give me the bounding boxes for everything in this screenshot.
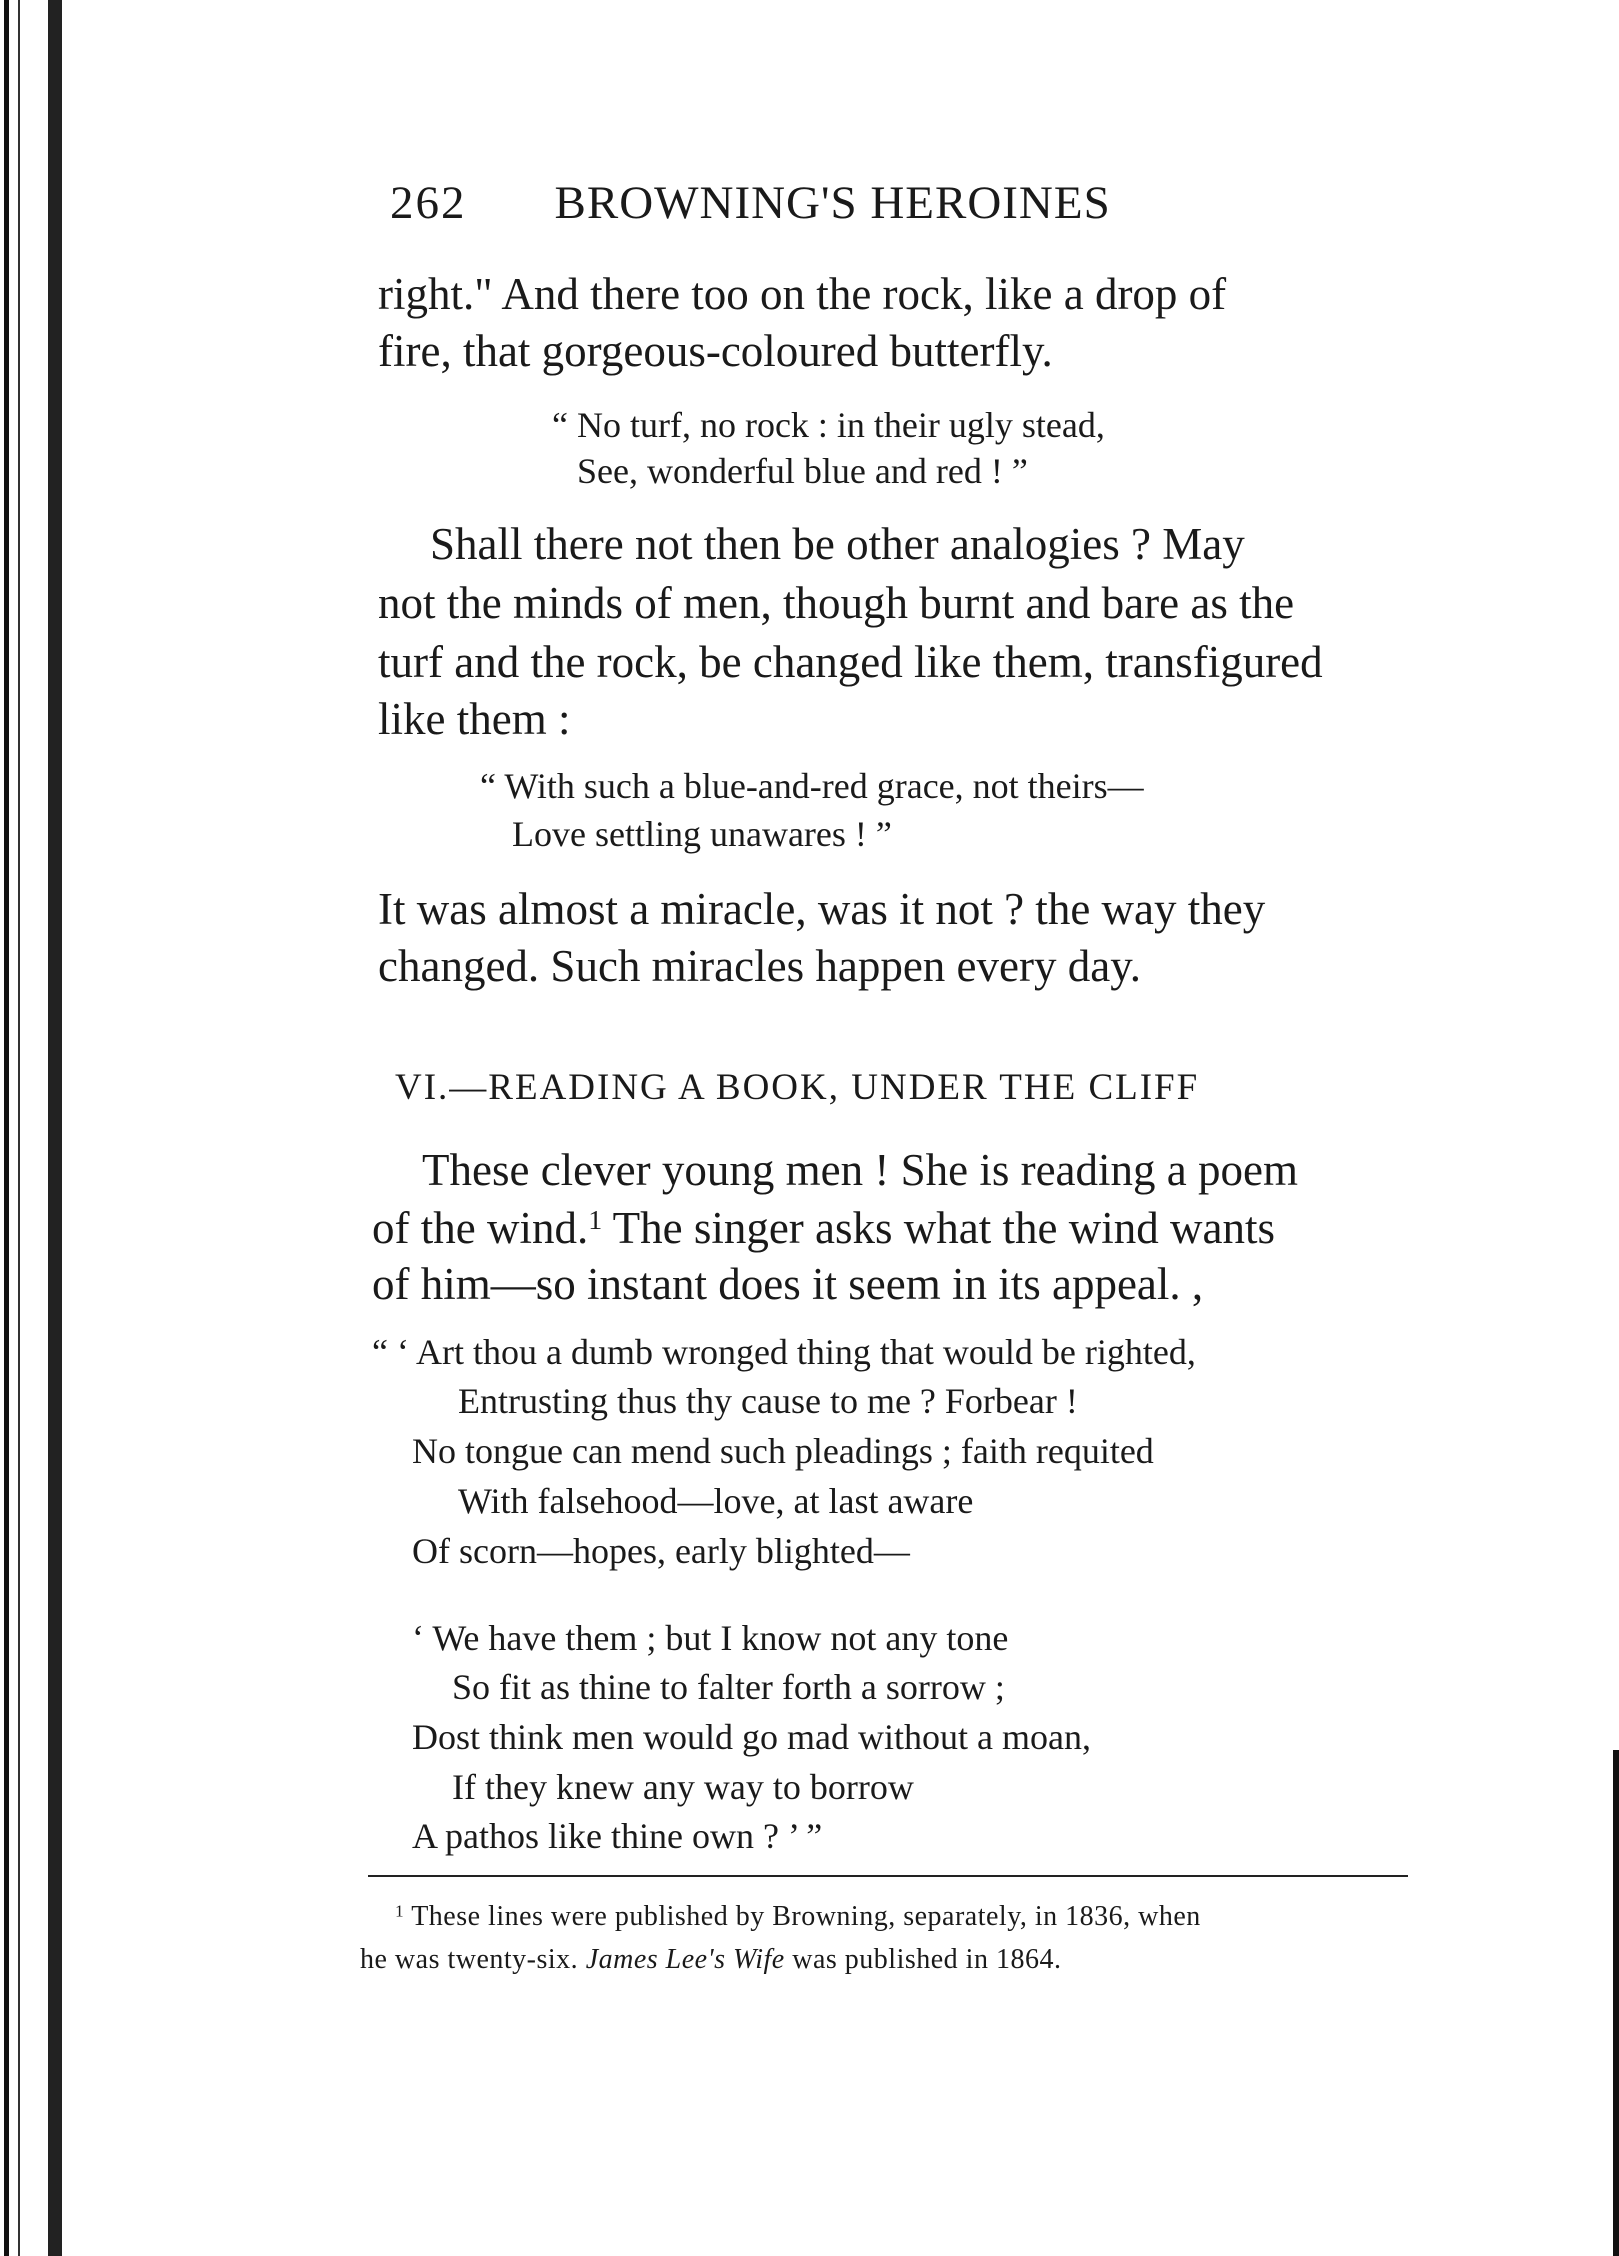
footnote-ref: 1 (588, 1205, 603, 1237)
verse-line: “ With such a blue-and-red grace, not theirs— (480, 766, 1144, 806)
page-number: 262 (390, 177, 467, 229)
verse-line: “ ‘ Art thou a dumb wronged thing that would be righted, (372, 1332, 1196, 1372)
text-line: of him—so instant does it seem in its appeal. , (372, 1259, 1204, 1309)
verse-line: A pathos like thine own ? ’ ” (412, 1816, 823, 1856)
text-line: It was almost a miracle, was it not ? the way they (378, 884, 1266, 934)
verse-line: Dost think men would go mad without a moan, (412, 1717, 1091, 1757)
text-line: turf and the rock, be changed like them, transfigured (378, 637, 1323, 687)
binding-edge (0, 0, 68, 2256)
verse-line: Of scorn—hopes, early blighted— (412, 1531, 910, 1571)
verse-line: See, wonderful blue and red ! ” (577, 451, 1028, 491)
verse-line: If they knew any way to borrow (452, 1767, 914, 1807)
text-line: changed. Such miracles happen every day. (378, 941, 1142, 991)
text-line: of the wind.$^1$ The singer asks what the wind wants (372, 1203, 1275, 1253)
verse-line: “ No turf, no rock : in their ugly stead, (552, 405, 1105, 445)
running-title: BROWNING'S HEROINES (554, 177, 1111, 229)
verse-line: Entrusting thus thy cause to me ? Forbear ! (458, 1381, 1078, 1421)
footnote-marker: 1 (395, 1901, 405, 1921)
text-line: Shall there not then be other analogies ? May (430, 519, 1245, 569)
text-line: like them : (378, 694, 571, 744)
work-title: James Lee's Wife (585, 1944, 785, 1975)
text-line: fire, that gorgeous-coloured butterfly. (378, 326, 1053, 376)
footnote-line: he was twenty-six. James Lee's Wife was published in 1864. (360, 1944, 1062, 1975)
text-line: These clever young men ! She is reading a poem (422, 1145, 1298, 1195)
footnote-line: $^1$ These lines were published by Browning, separately, in 1836, when (395, 1901, 1201, 1932)
page-edge-shadow (1613, 1750, 1619, 2256)
verse-line: So fit as thine to falter forth a sorrow ; (452, 1667, 1005, 1707)
verse-line: ‘ We have them ; but I know not any tone (412, 1618, 1009, 1658)
verse-line: Love settling unawares ! ” (512, 814, 892, 854)
text-line: not the minds of men, though burnt and bare as the (378, 578, 1295, 628)
footnote-rule (368, 1875, 1408, 1877)
running-header (390, 176, 1111, 230)
text-line: right." And there too on the rock, like a drop of (378, 269, 1227, 319)
verse-line: No tongue can mend such pleadings ; faith requited (412, 1431, 1154, 1471)
verse-line: With falsehood—love, at last aware (458, 1481, 974, 1521)
section-heading: VI.—READING A BOOK, UNDER THE CLIFF (395, 1067, 1200, 1108)
